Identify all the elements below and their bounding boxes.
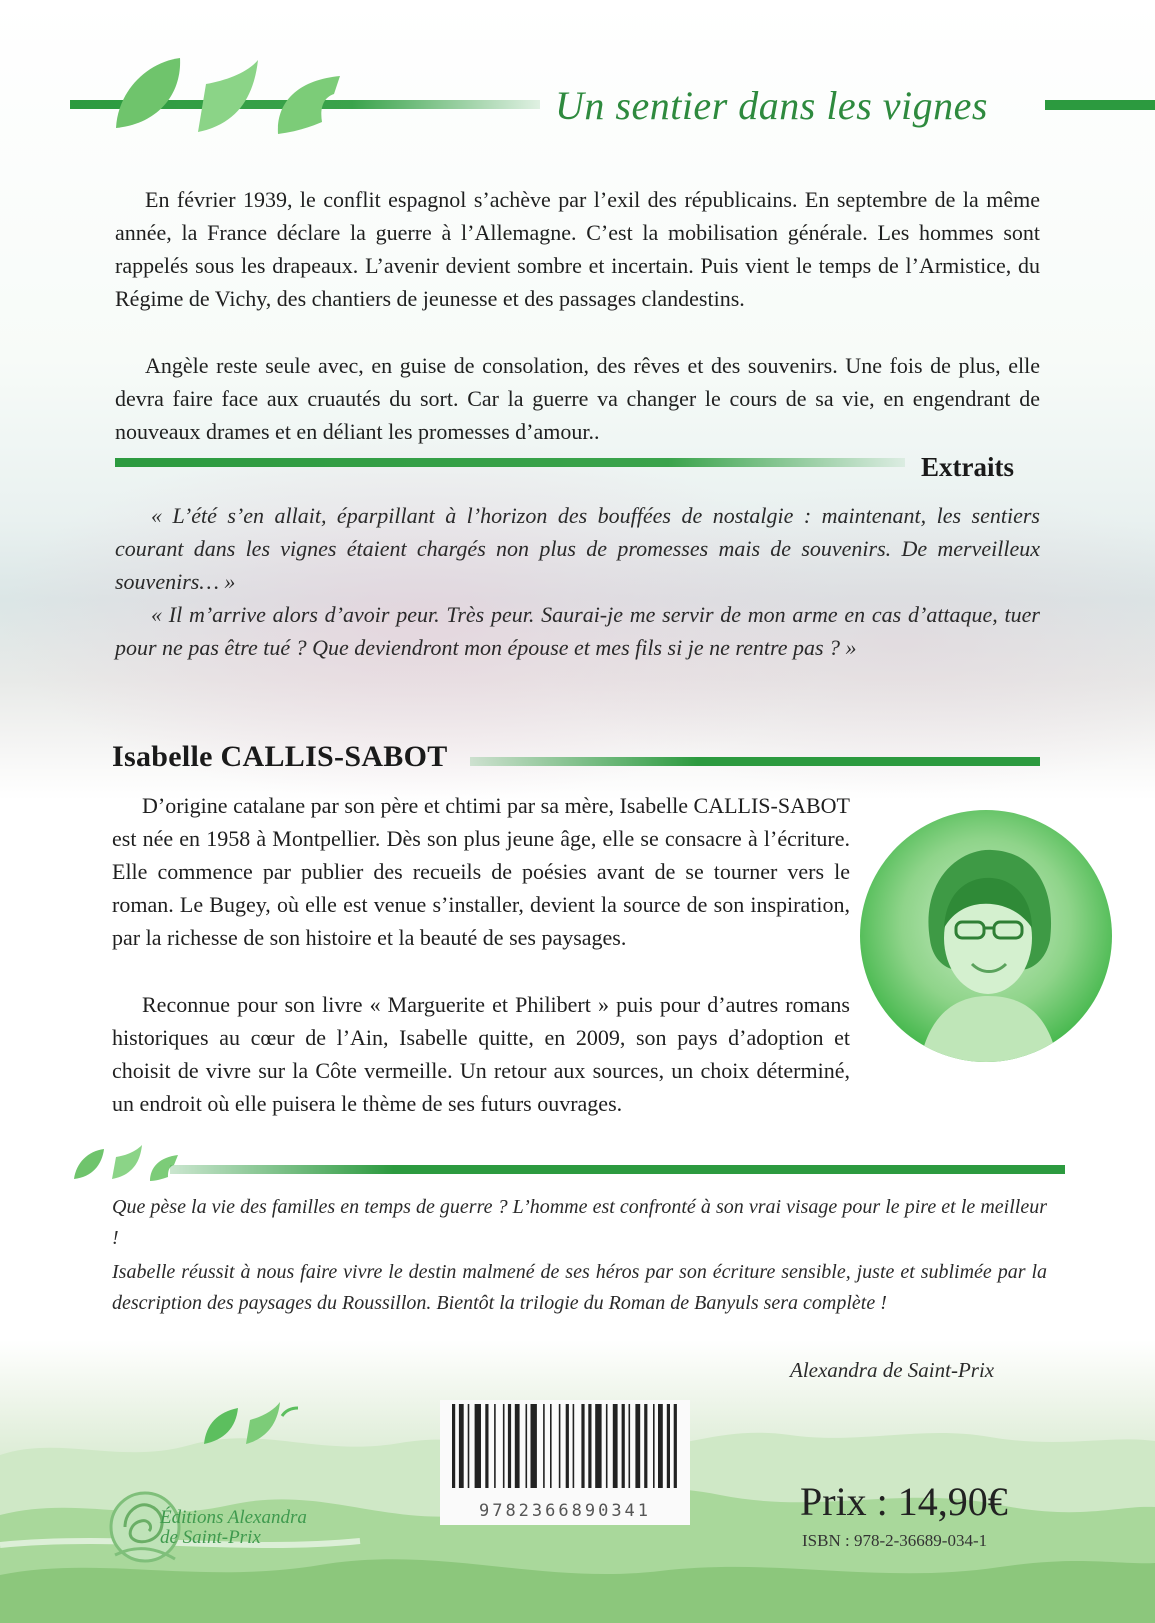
publisher-name [160,1508,350,1548]
barcode-bars [440,1404,690,1504]
review-paragraph-1: Que pèse la vie des familles en temps de guerre ? L’homme est confronté à son vrai visage pour le pire et le meilleur ! [112,1196,1047,1249]
author-rule [470,757,1040,766]
price-label: Prix : 14,90€ [800,1479,1008,1524]
extract-quote-2: « Il m’arrive alors d’avoir peur. Très peur. Saurai-je me servir de mon arme en cas d’attaque, tuer pour ne pas être tué ? Que deviendront mon épouse et mes fils si je ne rentre pas ? » [115,602,1040,660]
isbn-label: ISBN : 978-2-36689-034-1 [802,1531,988,1550]
leaf-icon-group-top [108,50,348,140]
author-bio-paragraph-2: Reconnue pour son livre « Marguerite et Philibert » puis pour d’autres romans historiques au cœur de l’Ain, Isabelle quitte, en 2009, son pays d’adoption et choisit de vivre sur la Côte vermeille. Un retour aux sources, un choix déterminé, un endroit où elle puisera le thème de ses futurs ouvrages. [112,992,850,1116]
review-rule [170,1165,1065,1174]
review-paragraph-2: Isabelle réussit à nous faire vivre le destin malmené de ses héros par son écriture sensible, juste et sublimée par la description des paysages du Roussillon. Bientôt la trilogie du Roman de Banyuls sera complète ! [112,1261,1047,1314]
extract-quote-1: « L’été s’en allait, éparpillant à l’horizon des bouffées de nostalgie : maintenant, les sentiers courant dans les vignes étaient chargés non plus de promesses mais de souvenirs. De merveilleux souvenirs… » [115,503,1040,594]
publisher-name-line-1: Éditions Alexandra [160,1507,307,1528]
author-name: Isabelle CALLIS-SABOT [112,740,448,773]
author-photo [860,810,1112,1062]
publisher-leaf-icon [200,1398,300,1448]
barcode [440,1400,690,1525]
author-bio-paragraph-1: D’origine catalane par son père et chtimi par sa mère, Isabelle CALLIS-SABOT est née en 1958 à Montpellier. Dès son plus jeune âge, elle se consacre à l’écriture. Elle commence par publier des recueils de poésies avant de se tourner vers le roman. Le Bugey, où elle est venue s’installer, devient la source de son inspiration, par la richesse de son histoire et la beauté de ses paysages. [112,793,850,950]
publisher-name-line-2: de Saint-Prix [160,1527,261,1548]
review-signature: Alexandra de Saint-Prix [790,1358,995,1382]
extracts-heading: Extraits [921,452,1014,482]
synopsis-paragraph-1: En février 1939, le conflit espagnol s’achève par l’exil des républicains. En septembre de la même année, la France déclare la guerre à l’Allemagne. C’est la mobilisation générale. Les hommes sont rappelés sous les drapeaux. L’avenir devient sombre et incertain. Puis vient le temps de l’Armistice, du Régime de Vichy, des chantiers de jeunesse et des passages clandestins. [115,187,1040,311]
header-rule-right [1045,100,1155,110]
barcode-number: 9782366890341 [478,1501,652,1521]
book-title: Un sentier dans les vignes [555,83,988,128]
synopsis-paragraph-2: Angèle reste seule avec, en guise de consolation, des rêves et des souvenirs. Une fois de plus, elle devra faire face aux cruautés du sort. Car la guerre va changer le cours de sa vie, en engendrant de nouveaux drames et en déliant les promesses d’amour.. [115,353,1040,444]
extracts-rule [115,458,905,467]
leaf-icon-group-middle [70,1143,180,1183]
